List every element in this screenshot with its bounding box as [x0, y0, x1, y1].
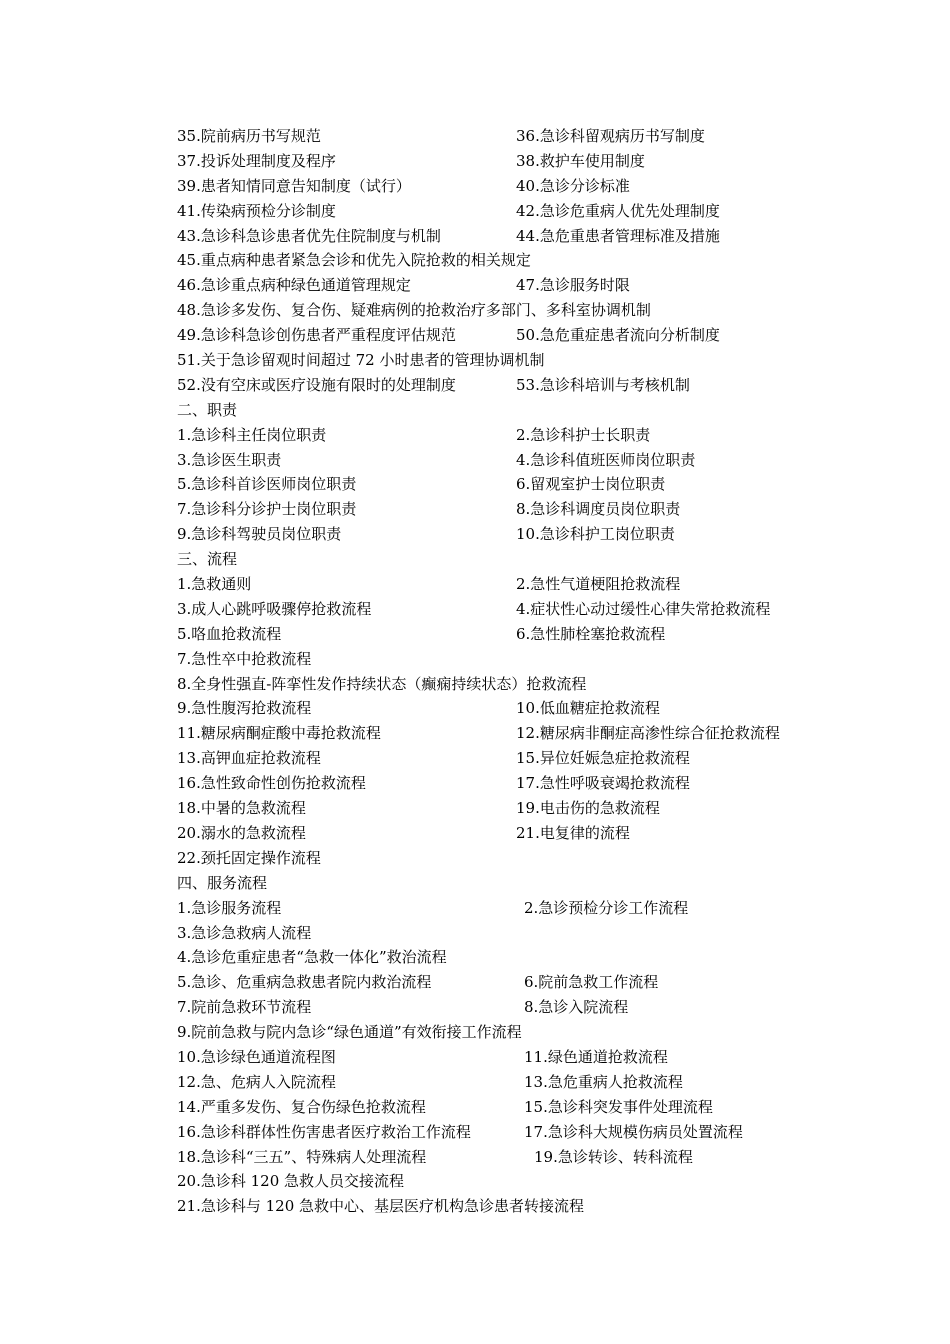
- list-item-right: 2.急性气道梗阻抢救流程: [516, 575, 681, 594]
- duties-section: [177, 398, 877, 547]
- list-item: [177, 945, 877, 970]
- list-item: [177, 1020, 877, 1045]
- list-item: [177, 746, 877, 771]
- list-item-right: 10.低血糖症抢救流程: [516, 699, 660, 718]
- list-item-left: 16.急性致命性创伤抢救流程: [177, 774, 366, 793]
- list-item-right: 6.院前急救工作流程: [524, 973, 659, 992]
- list-item-left: 7.急诊科分诊护士岗位职责: [177, 500, 357, 519]
- list-item-right: 12.糖尿病非酮症高渗性综合征抢救流程: [516, 724, 780, 743]
- list-item: [177, 597, 877, 622]
- list-item-left: 51.关于急诊留观时间超过 72 小时患者的管理协调机制: [177, 351, 545, 370]
- list-item-left: 13.高钾血症抢救流程: [177, 749, 321, 768]
- list-item: [177, 721, 877, 746]
- list-item: [177, 1045, 877, 1070]
- list-item-left: 1.急诊服务流程: [177, 898, 282, 917]
- list-item-right: 8.急诊科调度员岗位职责: [516, 500, 681, 519]
- list-item-left: 46.急诊重点病种绿色通道管理规定: [177, 276, 411, 295]
- list-item-right: 2.急诊科护士长职责: [516, 425, 651, 444]
- list-item-right: 38.救护车使用制度: [516, 151, 645, 170]
- list-item-left: 1.急救通则: [177, 575, 252, 594]
- list-item-left: 7.急性卒中抢救流程: [177, 649, 312, 668]
- list-item-left: 20.急诊科 120 急救人员交接流程: [177, 1172, 405, 1191]
- list-item-right: 50.急危重症患者流向分析制度: [516, 326, 720, 345]
- list-item-right: 8.急诊入院流程: [524, 998, 629, 1017]
- list-item-right: 6.留观室护士岗位职责: [516, 475, 666, 494]
- list-item: [177, 472, 877, 497]
- list-item: [177, 174, 877, 199]
- list-item: [177, 1169, 877, 1194]
- list-item: [177, 1070, 877, 1095]
- list-item-right: 11.绿色通道抢救流程: [524, 1047, 668, 1066]
- list-item: [177, 572, 877, 597]
- list-item-left: 20.溺水的急救流程: [177, 823, 306, 842]
- list-item-right: 19.电击伤的急救流程: [516, 799, 660, 818]
- list-item-left: 5.急诊科首诊医师岗位职责: [177, 475, 357, 494]
- list-item-left: 9.院前急救与院内急诊“绿色通道”有效衔接工作流程: [177, 1023, 522, 1042]
- list-item-left: 43.急诊科急诊患者优先住院制度与机制: [177, 226, 441, 245]
- list-item: [177, 224, 877, 249]
- list-item-left: 41.传染病预检分诊制度: [177, 201, 336, 220]
- list-item-left: 37.投诉处理制度及程序: [177, 151, 336, 170]
- list-item: [177, 497, 877, 522]
- list-item-right: 2.急诊预检分诊工作流程: [524, 898, 689, 917]
- list-item-left: 3.急诊医生职责: [177, 450, 282, 469]
- list-item: [177, 298, 877, 323]
- section-heading: 三、流程: [177, 550, 238, 569]
- list-item-left: 22.颈托固定操作流程: [177, 848, 321, 867]
- section-heading: 二、职责: [177, 400, 238, 419]
- list-item-left: 11.糖尿病酮症酸中毒抢救流程: [177, 724, 381, 743]
- list-item-left: 7.院前急救环节流程: [177, 998, 312, 1017]
- list-item-left: 8.全身性强直-阵挛性发作持续状态（癫痫持续状态）抢救流程: [177, 674, 587, 693]
- list-item-left: 12.急、危病人入院流程: [177, 1072, 336, 1091]
- list-item-left: 14.严重多发伤、复合伤绿色抢救流程: [177, 1097, 426, 1116]
- list-item-right: 15.异位妊娠急症抢救流程: [516, 749, 690, 768]
- list-item-left: 49.急诊科急诊创伤患者严重程度评估规范: [177, 326, 456, 345]
- list-item-right: 36.急诊科留观病历书写制度: [516, 127, 705, 145]
- list-item: [177, 248, 877, 273]
- list-item: [177, 771, 877, 796]
- list-item-left: 18.急诊科“三五”、特殊病人处理流程: [177, 1147, 427, 1166]
- list-item: [177, 1145, 877, 1170]
- list-item-right: 4.急诊科值班医师岗位职责: [516, 450, 696, 469]
- list-item: [177, 124, 877, 149]
- list-item-right: 15.急诊科突发事件处理流程: [524, 1097, 713, 1116]
- list-item: [177, 696, 877, 721]
- list-item: [177, 448, 877, 473]
- list-item: [177, 622, 877, 647]
- list-item: [177, 522, 877, 547]
- list-item-right: 40.急诊分诊标准: [516, 176, 630, 195]
- list-item-left: 9.急性腹泻抢救流程: [177, 699, 312, 718]
- list-item-left: 5.咯血抢救流程: [177, 624, 282, 643]
- list-item: [177, 821, 877, 846]
- list-item-left: 4.急诊危重症患者“急救一体化”救治流程: [177, 948, 447, 967]
- list-item-right: 13.急危重病人抢救流程: [524, 1072, 683, 1091]
- list-item-left: 10.急诊绿色通道流程图: [177, 1047, 336, 1066]
- list-item: [177, 373, 877, 398]
- list-item-right: 53.急诊科培训与考核机制: [516, 375, 690, 394]
- list-item-left: 9.急诊科驾驶员岗位职责: [177, 525, 342, 544]
- list-item-left: 52.没有空床或医疗设施有限时的处理制度: [177, 375, 456, 394]
- list-item: [177, 1194, 877, 1219]
- list-item-left: 3.急诊急救病人流程: [177, 923, 312, 942]
- list-item-left: 21.急诊科与 120 急救中心、基层医疗机构急诊患者转接流程: [177, 1197, 585, 1216]
- list-item: [177, 846, 877, 871]
- document-body: [177, 124, 877, 1219]
- list-item-left: 16.急诊科群体性伤害患者医疗救治工作流程: [177, 1122, 471, 1141]
- list-item: [177, 149, 877, 174]
- list-item: [177, 423, 877, 448]
- list-item: [177, 647, 877, 672]
- list-item: [177, 970, 877, 995]
- list-item-left: 3.成人心跳呼吸骤停抢救流程: [177, 599, 372, 618]
- list-item: [177, 348, 877, 373]
- list-item: [177, 273, 877, 298]
- list-item-right: 4.症状性心动过缓性心律失常抢救流程: [516, 599, 771, 618]
- list-item: [177, 995, 877, 1020]
- section-heading: 四、服务流程: [177, 873, 268, 892]
- list-item-right: 10.急诊科护工岗位职责: [516, 525, 675, 544]
- list-item-right: 42.急诊危重病人优先处理制度: [516, 201, 720, 220]
- list-item-left: 5.急诊、危重病急救患者院内救治流程: [177, 973, 432, 992]
- list-item: [177, 672, 877, 697]
- list-item: [177, 1095, 877, 1120]
- list-item-left: 18.中暑的急救流程: [177, 799, 306, 818]
- list-item-right: 17.急诊科大规模伤病员处置流程: [524, 1122, 743, 1141]
- list-item: [177, 921, 877, 946]
- list-item-left: 45.重点病种患者紧急会诊和优先入院抢救的相关规定: [177, 251, 531, 270]
- list-item-right: 6.急性肺栓塞抢救流程: [516, 624, 666, 643]
- list-item-left: 39.患者知情同意告知制度（试行）: [177, 176, 411, 195]
- policy-list: [177, 124, 877, 398]
- list-item-right: 19.急诊转诊、转科流程: [534, 1147, 693, 1166]
- list-item-right: 17.急性呼吸衰竭抢救流程: [516, 774, 690, 793]
- list-item-right: 47.急诊服务时限: [516, 276, 630, 295]
- list-item: [177, 323, 877, 348]
- list-item-left: 35.院前病历书写规范: [177, 127, 321, 145]
- list-item-right: 21.电复律的流程: [516, 823, 630, 842]
- list-item-left: 48.急诊多发伤、复合伤、疑难病例的抢救治疗多部门、多科室协调机制: [177, 301, 651, 320]
- list-item: [177, 896, 877, 921]
- list-item: [177, 1120, 877, 1145]
- service-procedures-section: [177, 871, 877, 1219]
- list-item: [177, 199, 877, 224]
- procedures-section: [177, 547, 877, 871]
- list-item-right: 44.急危重患者管理标准及措施: [516, 226, 720, 245]
- list-item: [177, 796, 877, 821]
- list-item-left: 1.急诊科主任岗位职责: [177, 425, 327, 444]
